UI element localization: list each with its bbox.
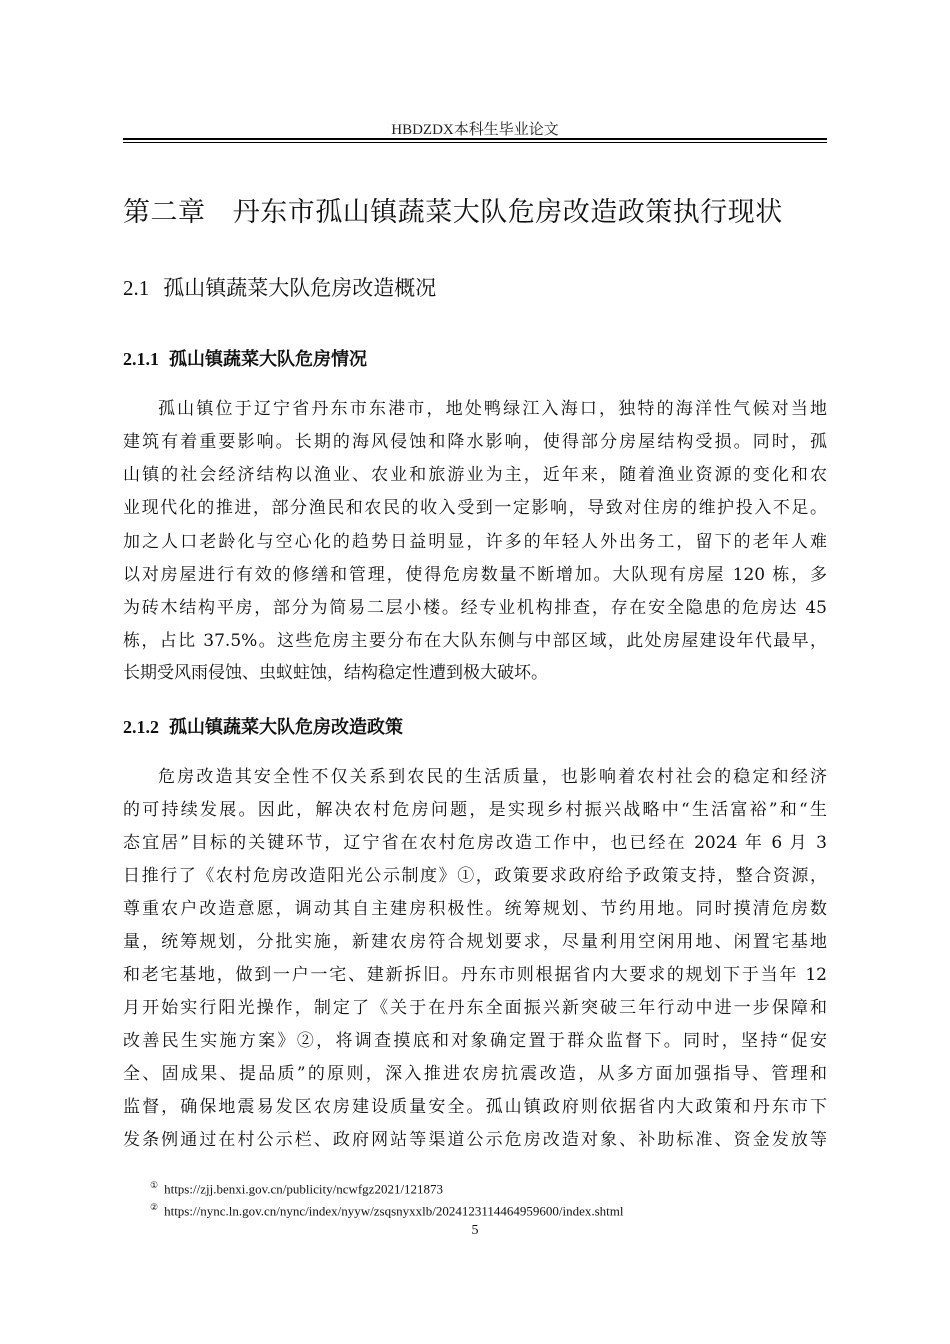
paragraph-line: 以对房屋进行有效的修缮和管理，使得危房数量不断增加。大队现有房屋 120 栋，多 xyxy=(123,565,827,585)
section-title: 孤山镇蔬菜大队危房改造概况 xyxy=(163,276,437,300)
header-rule-thick xyxy=(123,138,827,140)
paragraph-line: 建筑有着重要影响。长期的海风侵蚀和降水影响，使得部分房屋结构受损。同时，孤 xyxy=(123,432,827,452)
section-heading xyxy=(123,272,436,302)
paragraph-line: 长期受风雨侵蚀、虫蚁蛀蚀，结构稳定性遭到极大破坏。 xyxy=(123,663,548,683)
paragraph-line: 为砖木结构平房，部分为简易二层小楼。经专业机构排查，存在安全隐患的危房达 45 xyxy=(123,598,827,618)
paragraph-line: 加之人口老龄化与空心化的趋势日益明显，许多的年轻人外出务工，留下的老年人难 xyxy=(123,532,827,552)
paragraph-line: 量，统筹规划，分批实施，新建农房符合规划要求，尽量利用空闲用地、闲置宅基地 xyxy=(123,932,827,952)
paragraph-line: 孤山镇位于辽宁省丹东市东港市，地处鸭绿江入海口，独特的海洋性气候对当地 xyxy=(158,399,827,419)
paragraph-line: 危房改造其安全性不仅关系到农民的生活质量，也影响着农村社会的稳定和经济 xyxy=(158,767,827,787)
footnote-url[interactable]: https://zjj.benxi.gov.cn/publicity/ncwfgz2021/121873 xyxy=(164,1181,444,1197)
footnote-2 xyxy=(150,1202,624,1219)
paragraph-line: 业现代化的推进，部分渔民和农民的收入受到一定影响，导致对住房的维护投入不足。 xyxy=(123,498,827,518)
paragraph-line: 态宜居”目标的关键环节，辽宁省在农村危房改造工作中，也已经在 2024 年 6 月 3 xyxy=(123,833,827,853)
running-header: HBDZDX本科生毕业论文 xyxy=(391,122,559,138)
section-number: 2.1 xyxy=(123,276,150,300)
page-number: 5 xyxy=(471,1223,479,1238)
paragraph-line: 月开始实行阳光操作，制定了《关于在丹东全面振兴新突破三年行动中进一步保障和 xyxy=(123,998,827,1018)
paragraph-line: 发条例通过在村公示栏、政府网站等渠道公示危房改造对象、补助标准、资金发放等 xyxy=(123,1130,827,1150)
paragraph-line: 的可持续发展。因此，解决农村危房问题，是实现乡村振兴战略中“生活富裕”和“生 xyxy=(123,800,827,820)
subsection-heading-2-1-2 xyxy=(123,713,403,739)
subsection-number: 2.1.1 xyxy=(123,349,159,369)
footnote-mark: ② xyxy=(150,1202,159,1212)
paragraph-line: 日推行了《农村危房改造阳光公示制度》①，政策要求政府给予政策支持，整合资源， xyxy=(123,866,827,886)
paragraph-line: 监督，确保地震易发区农房建设质量安全。孤山镇政府则依据省内大政策和丹东市下 xyxy=(123,1097,827,1117)
paragraph-line: 山镇的社会经济结构以渔业、农业和旅游业为主，近年来，随着渔业资源的变化和农 xyxy=(123,465,827,485)
paragraph-line: 栋，占比 37.5%。这些危房主要分布在大队东侧与中部区域，此处房屋建设年代最早， xyxy=(123,631,827,651)
subsection-heading-2-1-1 xyxy=(123,345,367,371)
paragraph-line: 全、固成果、提品质”的原则，深入推进农房抗震改造，从多方面加强指导、管理和 xyxy=(123,1064,827,1084)
chapter-title: 第二章 丹东市孤山镇蔬菜大队危房改造政策执行现状 xyxy=(123,197,783,228)
paragraph-line: 和老宅基地，做到一户一宅、建新拆旧。丹东市则根据省内大要求的规划下于当年 12 xyxy=(123,965,827,985)
footnote-1 xyxy=(150,1180,443,1197)
paragraph-line: 改善民生实施方案》②，将调查摸底和对象确定置于群众监督下。同时，坚持“促安 xyxy=(123,1031,827,1051)
footnote-mark: ① xyxy=(150,1180,159,1190)
paragraph-line: 尊重农户改造意愿，调动其自主建房积极性。统筹规划、节约用地。同时摸清危房数 xyxy=(123,899,827,919)
footnote-url[interactable]: https://nync.ln.gov.cn/nync/index/nyyw/zsqsnyxxlb/2024123114464959600/index.shtml xyxy=(164,1203,624,1219)
subsection-title: 孤山镇蔬菜大队危房情况 xyxy=(169,349,367,370)
header-rule-thin xyxy=(123,142,827,143)
subsection-number: 2.1.2 xyxy=(123,717,159,737)
subsection-title: 孤山镇蔬菜大队危房改造政策 xyxy=(169,717,403,738)
